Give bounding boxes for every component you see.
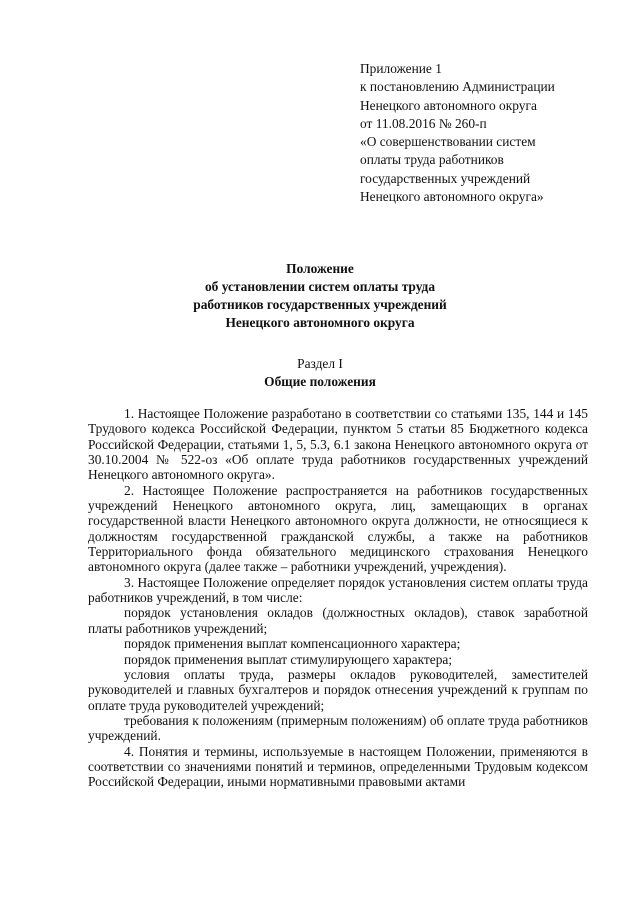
paragraph: порядок применения выплат компенсационного характера;	[124, 636, 461, 652]
title-line: об установлении систем оплаты труда	[204, 279, 436, 294]
appendix-line: государственных учреждений	[360, 170, 531, 186]
title-line: Положение	[286, 261, 354, 276]
document-body	[88, 406, 588, 790]
paragraph: порядок установления окладов (должностных окладов), ставок заработной платы работников учреждений;	[88, 605, 588, 636]
section-heading	[100, 355, 540, 391]
appendix-line: оплаты труда работников	[360, 152, 504, 168]
appendix-line: Ненецкого автономного округа»	[360, 189, 544, 205]
paragraph: 3. Настоящее Положение определяет порядок установления систем оплаты труда работников учреждений, в том числе:	[88, 574, 588, 606]
section-number: Раздел I	[297, 356, 343, 371]
paragraph: требования к положениям (примерным положениям) об оплате труда работников учреждений.	[88, 712, 588, 744]
paragraph: порядок применения выплат стимулирующего характера;	[124, 651, 453, 667]
paragraph: 2. Настоящее Положение распространяется на работников государственных учреждений Ненецкого автономного округа, лиц, замещающих в органах государственной власти Ненецкого автономного округа должности, не относящиеся к должностям государственной гражданской службы, а также на работников Территориального фонда обязательного медицинского страхования Ненецкого автономного округа (далее также – работники учреждений, учреждения).	[88, 482, 588, 575]
document-title	[100, 260, 540, 332]
paragraph: условия оплаты труда, размеры окладов руководителей, заместителей руководителей и главных бухгалтеров и порядок отнесения учреждений к группам по оплате труда руководителей учреждений;	[88, 666, 588, 713]
paragraph: 1. Настоящее Положение разработано в соответствии со статьями 135, 144 и 145 Трудового кодекса Российской Федерации, пунктом 5 статьи 85 Бюджетного кодекса Российской Федерации, статьями 1, 5, 5.3, 6.1 закона Ненецкого автономного округа от 30.10.2004 № 522-оз «Об оплате труда работников государственных учреждений Ненецкого автономного округа».	[88, 406, 588, 483]
appendix-line: к постановлению Администрации	[360, 79, 555, 95]
appendix-line: Ненецкого автономного округа	[360, 97, 537, 113]
section-name: Общие положения	[264, 374, 376, 389]
appendix-line: от 11.08.2016 № 260-п	[360, 115, 487, 131]
title-line: работников государственных учреждений	[193, 297, 447, 312]
paragraph: 4. Понятия и термины, используемые в настоящем Положении, применяются в соответствии со значениями понятий и терминов, определенными Трудовым кодексом Российской Федерации, иными нормативными правовыми актами	[88, 743, 588, 790]
appendix-header	[360, 60, 610, 206]
appendix-line: Приложение 1	[360, 61, 442, 76]
appendix-line: «О совершенствовании систем	[360, 134, 536, 150]
title-line: Ненецкого автономного округа	[225, 315, 415, 330]
